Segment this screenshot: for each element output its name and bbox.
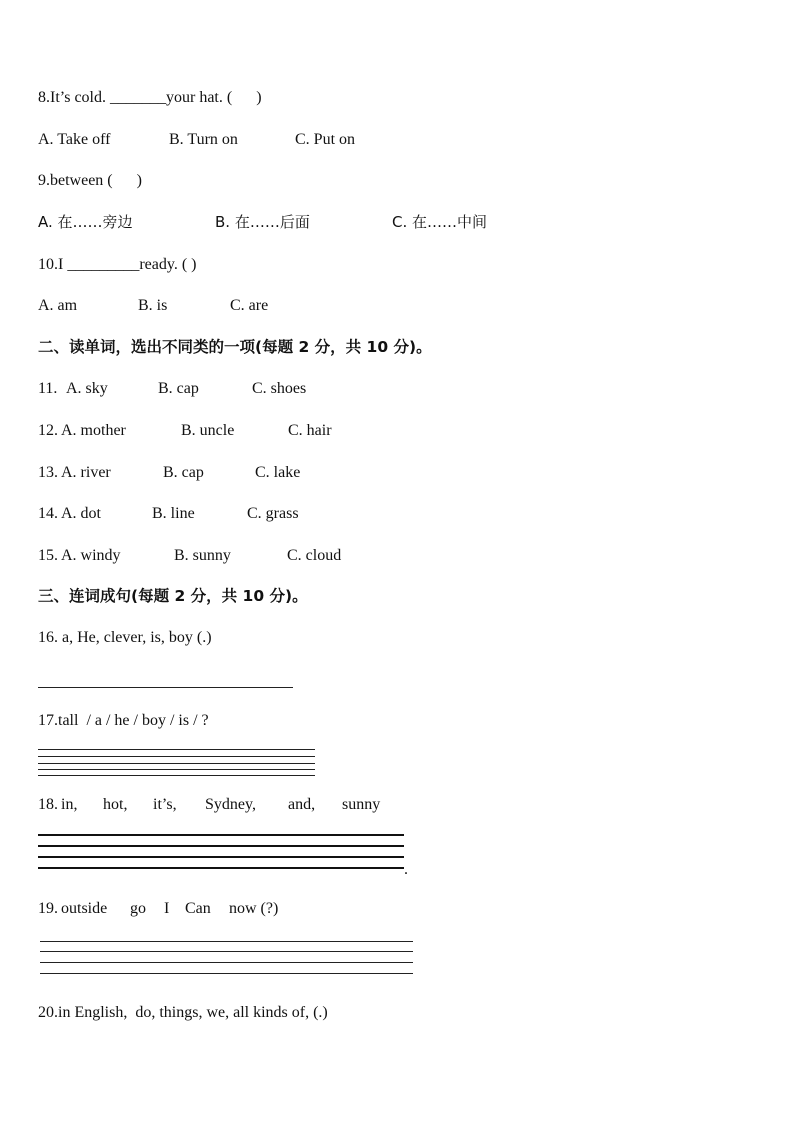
question-9: 9.between ( ) (38, 172, 142, 189)
word: outside (61, 900, 108, 917)
question-number: 14. (38, 505, 58, 522)
option-c: C. lake (255, 464, 301, 481)
end-period: . (404, 861, 408, 878)
option-a: A. Take off (38, 131, 111, 148)
question-8: 8.It’s cold. _______your hat. ( ) (38, 89, 262, 106)
answer-line (38, 763, 315, 764)
question-20: 20.in English, do, things, we, all kinds of, (.) (38, 1004, 328, 1021)
question-number: 18. (38, 796, 58, 813)
answer-line (38, 687, 293, 688)
question-number: 11. (38, 380, 58, 397)
question-number: 13. (38, 464, 58, 481)
question-16: 16. a, He, clever, is, boy (.) (38, 629, 212, 646)
answer-line (38, 749, 315, 750)
option-b: B. is (138, 297, 168, 314)
word: I (164, 900, 170, 917)
answer-line (38, 834, 404, 836)
option-a: A. sky (66, 380, 108, 397)
option-a: A. mother (61, 422, 126, 439)
question-number: 12. (38, 422, 58, 439)
option-a: A. windy (61, 547, 121, 564)
option-c: C. shoes (252, 380, 307, 397)
word: Can (185, 900, 211, 917)
answer-line (40, 962, 413, 963)
answer-line (38, 756, 315, 757)
word: sunny (342, 796, 381, 813)
question-number: 19. (38, 900, 58, 917)
section-2-heading: 二、读单词，选出不同类的一项(每题 2 分，共 10 分)。 (38, 338, 432, 356)
answer-line (38, 845, 404, 847)
answer-line (38, 775, 315, 776)
option-c: C. hair (288, 422, 332, 439)
word: and, (288, 796, 316, 813)
word: in, (61, 796, 78, 813)
option-c: C. are (230, 297, 269, 314)
word: go (130, 900, 146, 917)
answer-line (38, 856, 404, 858)
option-a: A. river (61, 464, 111, 481)
answer-line (40, 941, 413, 942)
answer-line (40, 951, 413, 952)
option-b: B. Turn on (169, 131, 238, 148)
question-17: 17.tall / a / he / boy / is / ? (38, 712, 209, 729)
word: it’s, (153, 796, 177, 813)
option-b: B. 在……后面 (215, 213, 310, 231)
option-b: B. cap (158, 380, 199, 397)
option-c: C. Put on (295, 131, 356, 148)
option-c: C. grass (247, 505, 299, 522)
word: hot, (103, 796, 128, 813)
answer-line (38, 867, 404, 869)
question-number: 15. (38, 547, 58, 564)
question-10: 10.I _________ready. ( ) (38, 256, 197, 273)
option-b: B. uncle (181, 422, 235, 439)
word: now (?) (229, 900, 279, 917)
word: Sydney, (205, 796, 256, 813)
option-a: A. 在……旁边 (38, 213, 133, 231)
option-a: A. am (38, 297, 78, 314)
answer-line (38, 769, 315, 770)
option-c: C. cloud (287, 547, 342, 564)
section-3-heading: 三、连词成句(每题 2 分，共 10 分)。 (38, 587, 308, 605)
option-b: B. sunny (174, 547, 231, 564)
option-b: B. cap (163, 464, 204, 481)
option-a: A. dot (61, 505, 101, 522)
option-b: B. line (152, 505, 195, 522)
answer-line (40, 973, 413, 974)
option-c: C. 在……中间 (392, 213, 488, 231)
